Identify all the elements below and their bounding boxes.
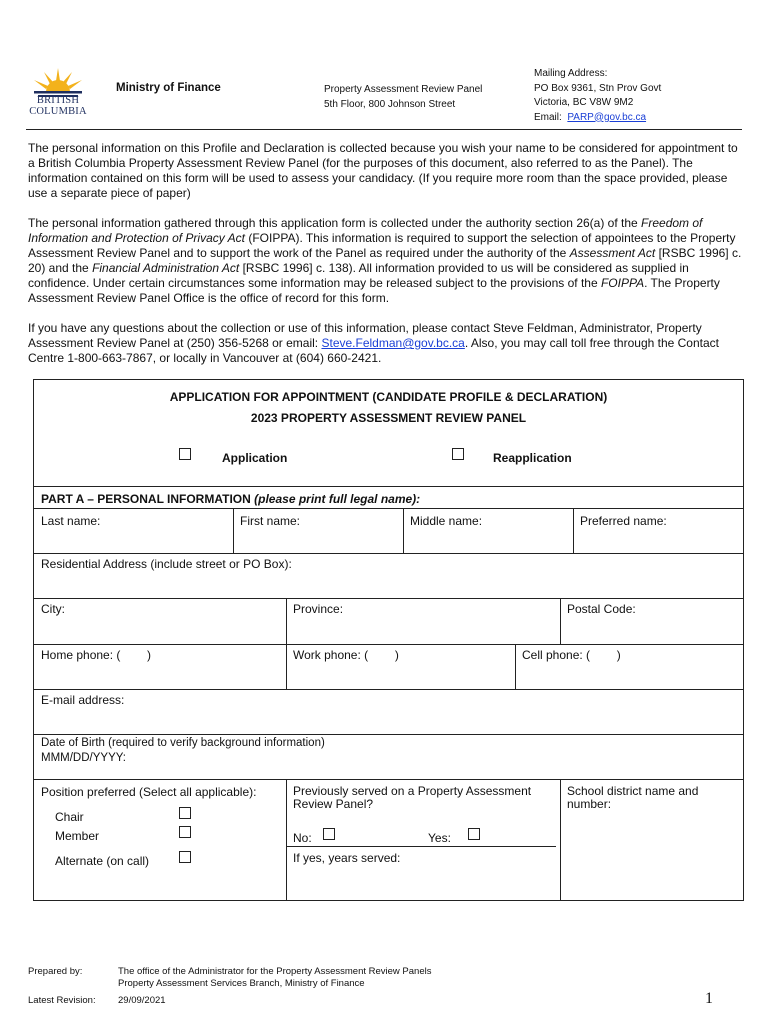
city-label: City: [41,602,65,616]
intro-paragraph-1: The personal information on this Profile and Declaration is collected because you wish your name to be considered for appointment to a British Columbia Property Assessment Review Panel (for the purposes of this document, also referred to as the Panel). The information contained on this form will be used to assess your candidacy. (If you require more room than the space provided, please use a separate piece of paper) [28,141,738,200]
divider [34,598,743,599]
member-label: Member [55,829,100,843]
residential-address-label: Residential Address (include street or PO Box): [41,557,292,571]
first-name-label: First name: [240,514,301,528]
prepared-by-line-2: Property Assessment Services Branch, Ministry of Finance [118,978,365,989]
form-title: APPLICATION FOR APPOINTMENT (CANDIDATE PROFILE & DECLARATION) [169,390,608,404]
logo-line-1: BRITISH [36,95,80,106]
dob-label: Date of Birth (required to verify background information) [41,737,325,749]
header-divider [26,129,742,130]
mailing-email-row [534,111,661,126]
letterhead [0,0,770,130]
province-label: Province: [293,602,344,616]
postal-code-label: Postal Code: [567,602,636,616]
form-subtitle: 2023 PROPERTY ASSESSMENT REVIEW PANEL [250,411,527,425]
assessment-act-name: Assessment Act [569,246,656,260]
email-address-label: E-mail address: [41,693,125,707]
part-a-note: (please print full legal name): [254,492,421,506]
intro-paragraph-3 [28,321,744,366]
p2-text-e: . The Property Assessment Review Panel Office is the office of record for this form. [28,276,720,305]
school-district-label: School district name and number: [567,784,699,811]
divider [560,779,561,900]
divider [34,689,743,690]
panel-floor: 5th Floor, 800 Johnson Street [324,99,456,110]
p3-text-a: If you have any questions about the collection or use of this information, please contact Steve Feldman, Administrator, Property Assessment Review Panel at (250) 356-5268 or email: [28,321,702,350]
divider [34,644,743,645]
application-form [33,379,744,901]
preferred-name-label: Preferred name: [580,514,667,528]
home-phone-label: Home phone: ( ) [41,648,152,662]
divider [560,598,561,644]
middle-name-label: Middle name: [410,514,483,528]
application-label: Application [222,451,288,465]
previously-served-label: Previously served on a Property Assessment Review Panel? [293,784,532,811]
position-preferred-label: Position preferred (Select all applicable): [41,785,257,799]
p2-text-a: The personal information gathered through this application form is collected under the authority section 26(a) of the [28,216,642,230]
cell-phone-label: Cell phone: ( ) [522,648,621,662]
alternate-checkbox[interactable] [179,851,191,863]
application-checkbox[interactable] [179,448,191,460]
p2-text-d: [RSBC 1996] c. 138). All information provided to us will be considered as supplied in confidence. Under certain circumstances some information may be released subject to the provisions of the [28,261,689,290]
divider [34,553,743,554]
contact-email-link[interactable]: Steve.Feldman@gov.bc.ca [321,336,465,350]
no-label: No: [293,831,312,845]
last-name-label: Last name: [41,514,101,528]
page-number: 1 [705,990,713,1007]
member-checkbox[interactable] [179,826,191,838]
yes-label: Yes: [428,831,451,845]
financial-act-name: Financial Administration Act [92,261,240,275]
panel-address [324,82,482,112]
divider [34,508,743,509]
chair-checkbox[interactable] [179,807,191,819]
divider [233,508,234,553]
divider [34,734,743,735]
p2-text-b: (FOIPPA). This information is required to support the selection of appointees to the Property Assessment Review Panel and to support the work of the Panel as required under the authority of the [28,231,736,260]
p2-text-c: [RSBC 1996] c. 20) and the [28,246,742,275]
alternate-label: Alternate (on call) [55,854,150,868]
divider [515,644,516,689]
part-a-title: PART A – PERSONAL INFORMATION [41,492,251,506]
divider [34,486,743,487]
logo-line-2: COLUMBIA [29,105,87,117]
prepared-by-text [118,966,431,990]
intro-paragraph-2 [28,216,744,306]
email-label: Email: [534,111,562,123]
years-served-label: If yes, years served: [293,851,401,865]
revision-date: 29/09/2021 [118,995,166,1006]
foippa-abbrev: FOIPPA [600,276,645,290]
work-phone-label: Work phone: ( ) [293,648,399,662]
bc-logo [26,64,90,126]
panel-name: Property Assessment Review Panel [324,84,483,95]
mailing-city: Victoria, BC V8W 9M2 [534,97,634,108]
divider [286,598,287,644]
yes-checkbox[interactable] [468,828,480,840]
divider [286,644,287,689]
mailing-title: Mailing Address: [534,68,608,79]
divider [286,846,556,847]
reapplication-checkbox[interactable] [452,448,464,460]
p3-text-b: . Also, you may call toll free through the Contact Centre 1-800-663-7867, or locally in Vancouver at (604) 660-2421. [28,336,719,365]
part-a-heading [41,492,420,506]
mailing-address [534,67,661,125]
reapplication-label: Reapplication [493,451,572,465]
chair-label: Chair [55,810,84,824]
divider [286,779,287,900]
logo-wordmark [26,96,90,117]
no-checkbox[interactable] [323,828,335,840]
mailing-box: PO Box 9361, Stn Prov Govt [534,82,662,94]
prepared-by-line-1: The office of the Administrator for the Property Assessment Review Panels [118,966,432,977]
foippa-act-name: Freedom of Information and Protection of Privacy Act [28,216,703,245]
ministry-name: Ministry of Finance [116,82,221,94]
divider [403,508,404,553]
dob-format-label: MMM/DD/YYYY: [41,752,126,764]
prepared-by-label: Prepared by: [28,966,83,977]
sun-icon [26,64,90,98]
divider [34,779,743,780]
divider [573,508,574,553]
page-footer [0,960,770,1024]
email-link[interactable]: PARP@gov.bc.ca [567,111,647,123]
revision-label: Latest Revision: [28,995,96,1006]
